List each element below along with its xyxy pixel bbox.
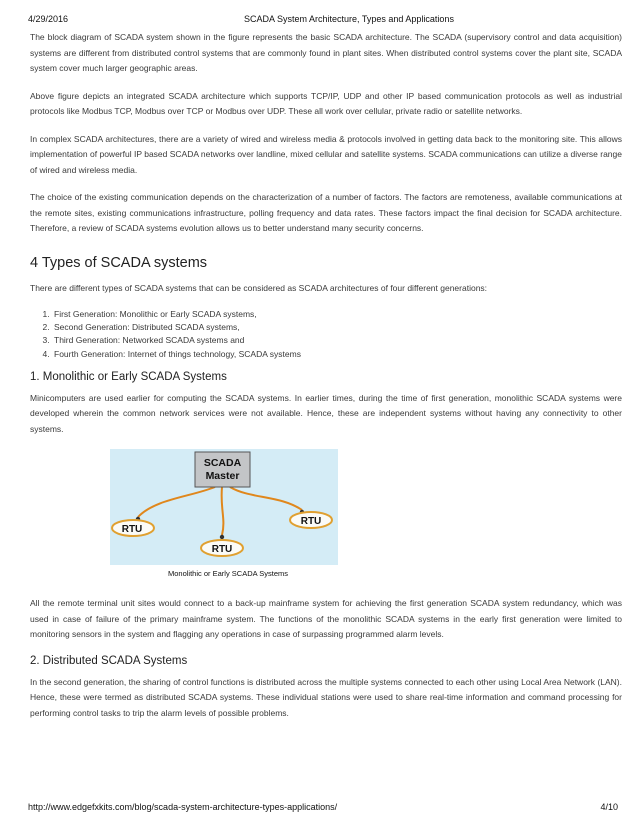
print-title: SCADA System Architecture, Types and Applications (244, 14, 454, 24)
rtu-bottom-label: RTU (211, 544, 233, 556)
rtu-right-label: RTU (300, 516, 322, 528)
monolithic-scada-figure (110, 449, 338, 565)
generations-list (30, 308, 622, 361)
paragraph-types-intro: There are different types of SCADA systems that can be considered as SCADA architectures of four different generations: (30, 282, 488, 293)
list-item: 3. Third Generation: Networked SCADA systems and (52, 334, 622, 347)
paragraph-block-diagram: The block diagram of SCADA system shown in the figure represents the basic SCADA architecture. The SCADA (supervisory control and data acquisition) systems are different from distributed control systems that are commonly found in plant sites. When distributed control systems cover the plant site, SCADA system cover much larger geographic areas. (30, 32, 622, 73)
paragraph-communication-choice: The choice of the existing communication depends on the characterization of a number of factors. The factors are remoteness, available communications at the remote sites, existing communications infrastructure, polling frequency and data rates. These factors impact the final decision for SCADA architecture. Therefore, a review of SCADA systems evolution allows us to better understand many security concerns. (30, 192, 622, 233)
scada-master-label: SCADA (203, 457, 242, 470)
list-item: 2. Second Generation: Distributed SCADA systems, (52, 321, 622, 334)
figure-caption: Monolithic or Early SCADA Systems (168, 569, 289, 579)
print-date: 4/29/2016 (28, 14, 69, 24)
paragraph-monolithic-redundancy: All the remote terminal unit sites would connect to a back-up mainframe system for achieving the first generation SCADA system redundancy, which was used in case of failure of the primary mainframe system. The functions of the monolithic SCADA systems in the early first generation were limited to monitoring sensors in the system and flagging any operations in case of surpassing programmed alarm levels. (30, 598, 622, 640)
paragraph-distributed: In the second generation, the sharing of control functions is distributed across the multiple systems connected to each other using Local Area Network (LAN). Hence, these were termed as distributed SCADA systems. These individual stations were used to share real-time information and command processing for performing control tasks to trip the alarm levels of possible problems. (30, 676, 622, 718)
paragraph-protocols: Above figure depicts an integrated SCADA architecture which supports TCP/IP, UDP and other IP based communication protocols as well as industrial protocols like Modbus TCP, Modbus over TCP or Modbus over UDP. These all work over cellular, private radio or satellite networks. (30, 90, 622, 116)
scada-master-label: Master (205, 470, 240, 483)
footer-url: http://www.edgefxkits.com/blog/scada-system-architecture-types-applications/ (28, 802, 338, 812)
link-endpoint-dot (220, 535, 224, 539)
heading-distributed: 2. Distributed SCADA Systems (30, 654, 188, 667)
paragraph-monolithic-intro: Minicomputers are used earlier for computing the SCADA systems. In earlier times, during the time of first generation, monolithic SCADA systems were developed wherein the common network services were not available. Hence, these are independent systems without having any connectivity to other systems. (30, 392, 622, 434)
heading-types-of-scada: 4 Types of SCADA systems (30, 254, 208, 271)
paragraph-complex-architectures: In complex SCADA architectures, there are a variety of wired and wireless media & protocols involved in getting data back to the monitoring site. This allows implementation of powerful IP based SCADA networks over landline, mixed cellular and satellite systems. SCADA communications can utilize a diverse range of wired and wireless media. (30, 133, 622, 175)
list-item: 4. Fourth Generation: Internet of things technology, SCADA systems (52, 348, 622, 361)
list-item: 1. First Generation: Monolithic or Early SCADA systems, (52, 308, 622, 321)
rtu-left-label: RTU (121, 524, 143, 536)
heading-monolithic: 1. Monolithic or Early SCADA Systems (30, 370, 227, 383)
page-number: 4/10 (600, 802, 618, 812)
article-body (30, 30, 622, 733)
